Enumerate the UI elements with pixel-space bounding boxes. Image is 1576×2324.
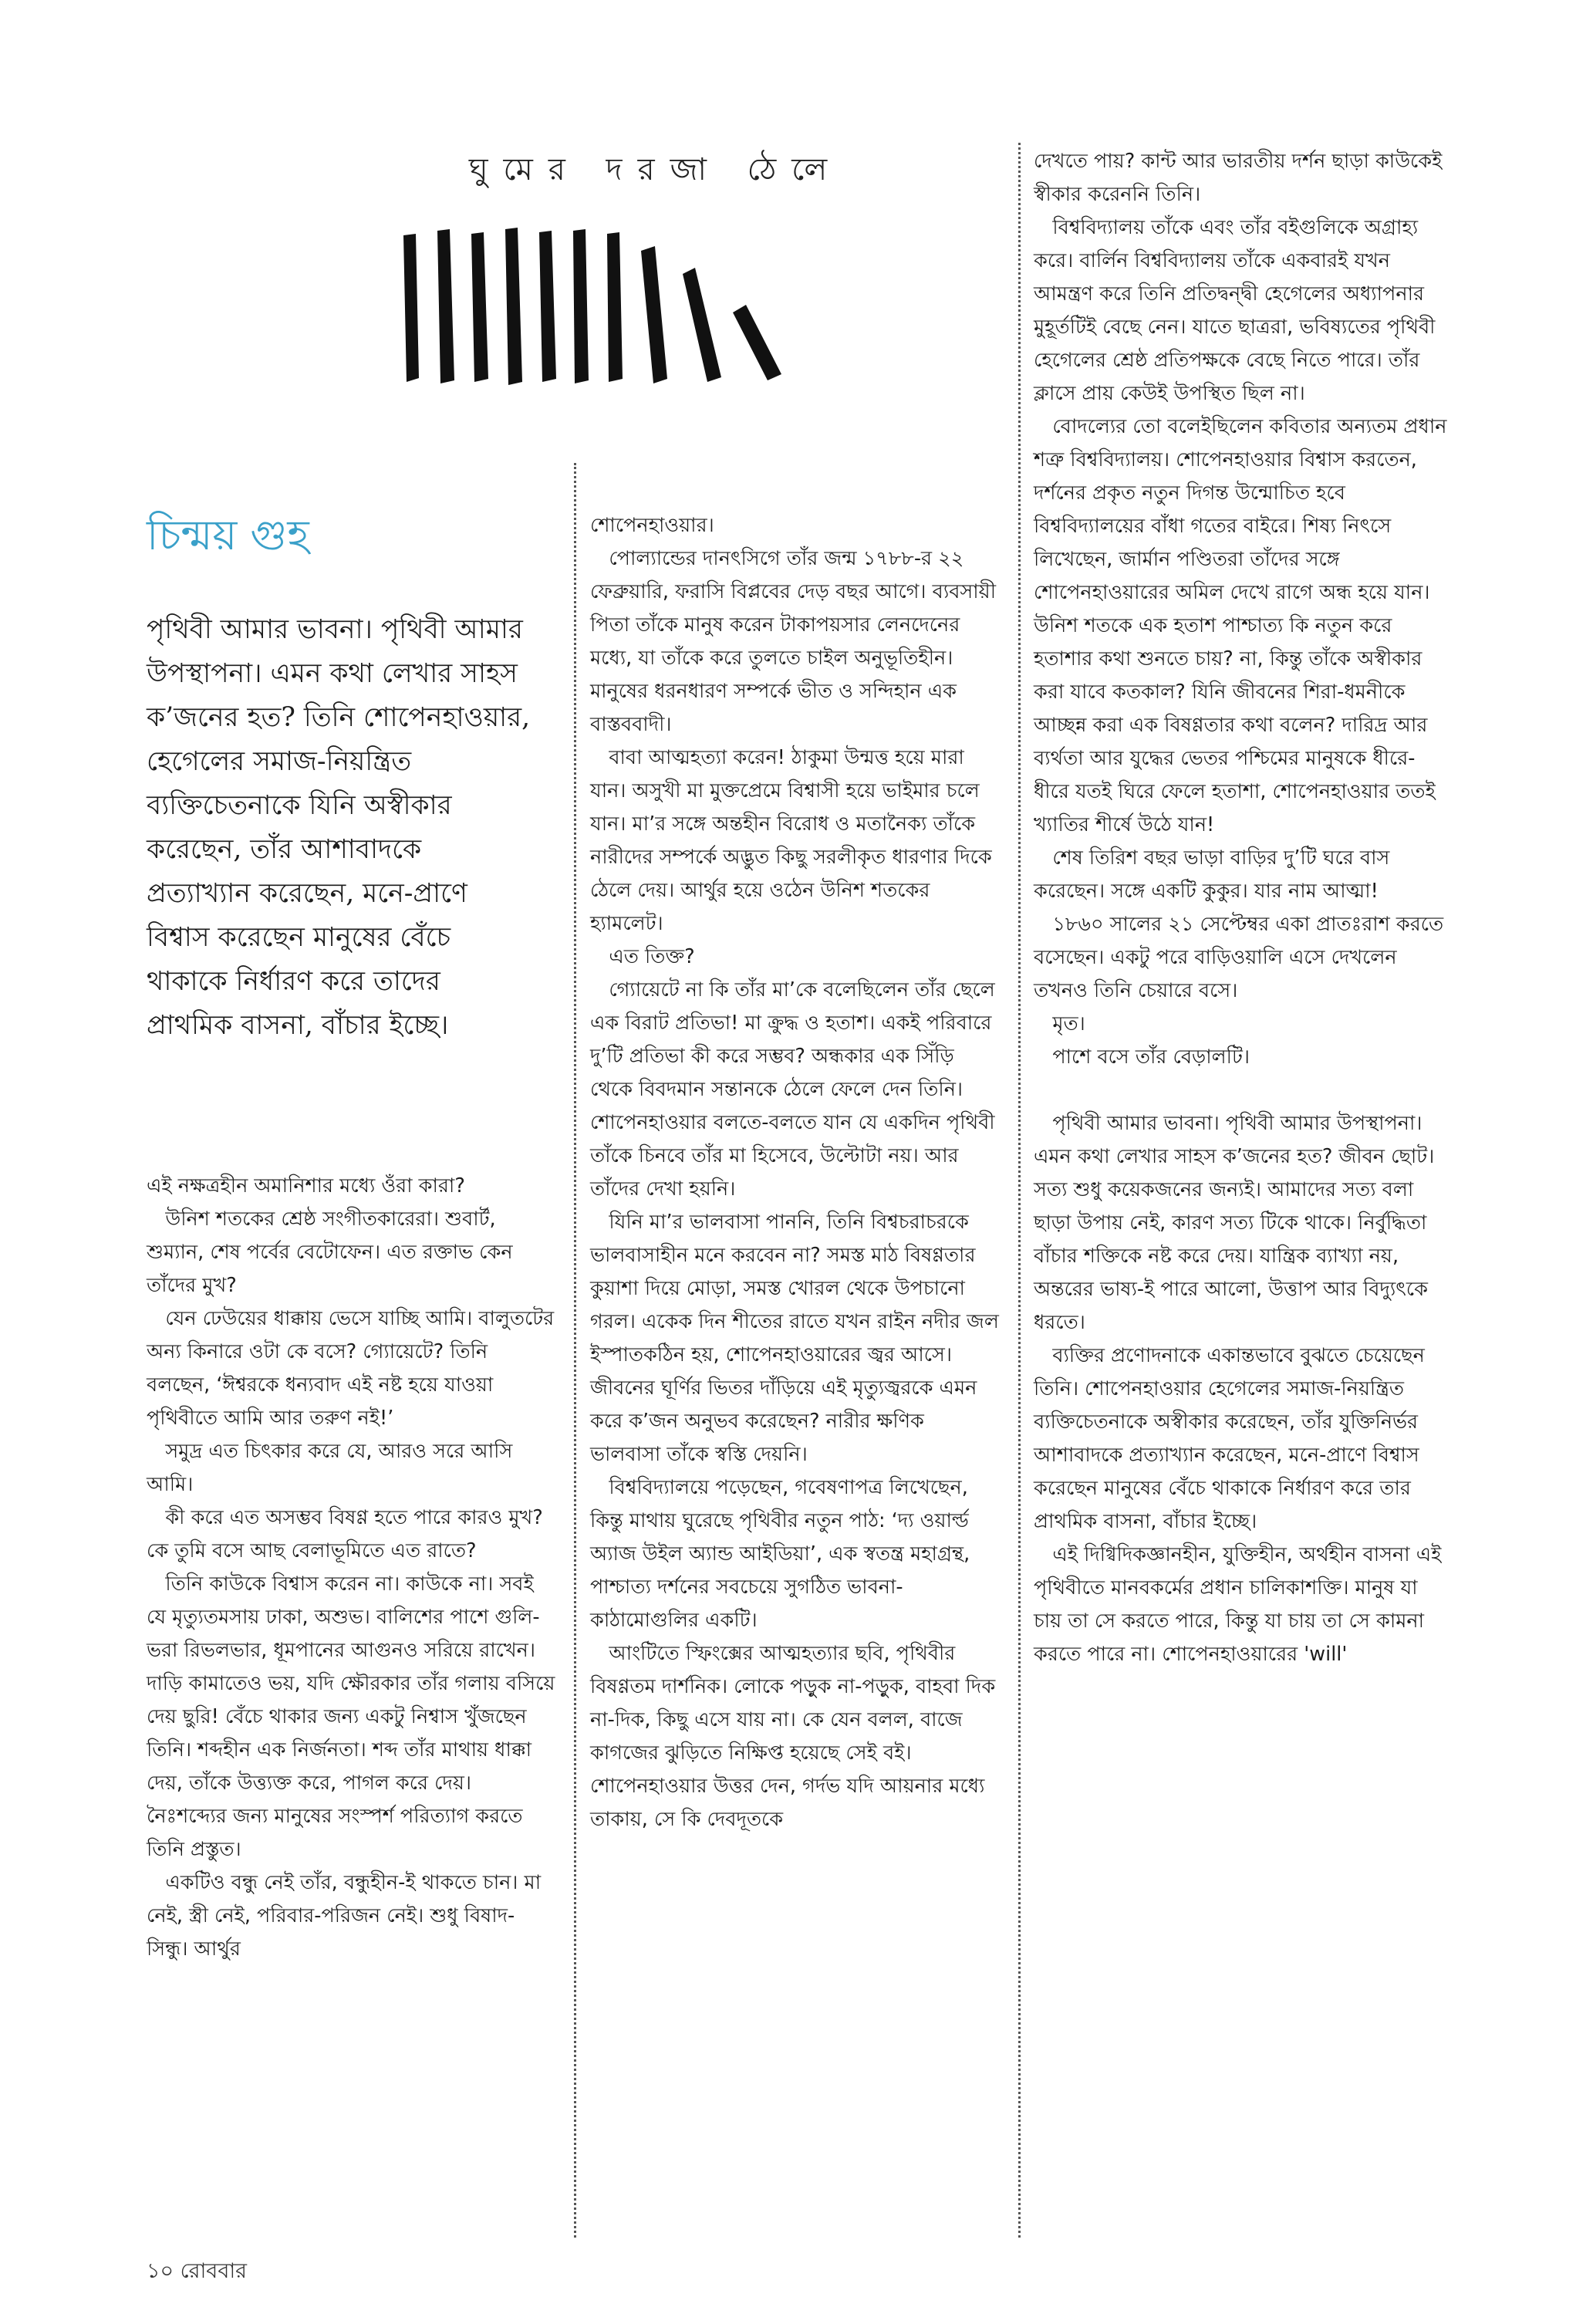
section-title: ঘুমের দরজা ঠেলে xyxy=(468,152,843,187)
column-divider xyxy=(574,463,576,2238)
article-column-2: শোপেনহাওয়ার। পোল্যান্ডের দানৎসিগে তাঁর জন্ম ১৭৮৮-র ২২ ফেব্রুয়ারি, ফরাসি বিপ্লবের দেড় বছর আগে। ব্যবসায়ী পিতা তাঁকে মানুষ করেন টাকাপয়সার লেনদেনের মধ্যে, যা তাঁকে করে তুলতে চাইল অনুভূতিহীন। মানুষের ধরনধারণ সম্পর্কে ভীত ও সন্দিহান এক বাস্তববাদী। বাবা আত্মহত্যা করেন! ঠাকুমা উন্মত্ত হয়ে মারা যান। অসুখী মা মুক্তপ্রেমে বিশ্বাসী হয়ে ভাইমার চলে যান। মা’র সঙ্গে অন্তহীন বিরোধ ও মতানৈক্য তাঁকে নারীদের সম্পর্কে অদ্ভুত কিছু সরলীকৃত ধারণার দিকে ঠেলে দেয়। আর্থুর হয়ে ওঠেন উনিশ শতকের হ্যামলেট। এত তিক্ত? গ্যোয়েটে না কি তাঁর মা’কে বলেছিলেন তাঁর ছেলে এক বিরাট প্রতিভা! মা ক্রুদ্ধ ও হতাশ। একই পরিবারে দু’টি প্রতিভা কী করে সম্ভব? অন্ধকার এক সিঁড়ি থেকে বিবদমান সন্তানকে ঠেলে ফেলে দেন তিনি। শোপেনহাওয়ার বলতে-বলতে যান যে একদিন পৃথিবী তাঁকে চিনবে তাঁর মা হিসেবে, উল্টোটা নয়। আর তাঁদের দেখা হয়নি। যিনি মা’র ভালবাসা পাননি, তিনি বিশ্বচরাচরকে ভালবাসাহীন মনে করবেন না? সমস্ত মাঠ বিষণ্ণতার কুয়াশা দিয়ে মোড়া, সমস্ত খোরল থেকে উপচানো গরল। একেক দিন শীতের রাতে যখন রাইন নদীর জল ইস্পাতকঠিন হয়, শোপেনহাওয়ারের জ্বর আসে। জীবনের ঘূর্ণির ভিতর দাঁড়িয়ে এই মৃত্যুজ্বরকে এমন করে ক’জন অনুভব করেছেন? নারীর ক্ষণিক ভালবাসা তাঁকে স্বস্তি দেয়নি। বিশ্ববিদ্যালয়ে পড়েছেন, গবেষণাপত্র লিখেছেন, কিন্তু মাথায় ঘুরেছে পৃথিবীর নতুন পাঠ: ‘দ্য ওয়ার্ল্ড অ্যাজ উইল অ্যান্ড আইডিয়া’, এক স্বতন্ত্র মহাগ্রন্থ, পাশ্চাত্য দর্শনের সবচেয়ে সুগঠিত ভাবনা-কাঠামোগুলির একটি। আংটিতে স্ফিংক্সের আত্মহত্যার ছবি, পৃথিবীর বিষণ্ণতম দার্শনিক। লোকে পড়ুক না-পড়ুক, বাহবা দিক না-দিক, কিছু এসে যায় না। কে যেন বলল, বাজে কাগজের ঝুড়িতে নিক্ষিপ্ত হয়েছে সেই বই। শোপেনহাওয়ার উত্তর দেন, গর্দভ যদি আয়নার মধ্যে তাকায়, সে কি দেবদূতকে xyxy=(590,514,999,1831)
brush-stroke-bars-logo xyxy=(390,220,791,394)
author-name: চিন্ময় গুহ xyxy=(147,511,309,559)
article-column-1: এই নক্ষত্রহীন অমানিশার মধ্যে ওঁরা কারা? উনিশ শতকের শ্রেষ্ঠ সংগীতকারেরা। শুবার্ট, শুম্যান, শেষ পর্বের বেটোফেন। এত রক্তাভ কেন তাঁদের মুখ? যেন ঢেউয়ের ধাক্কায় ভেসে যাচ্ছি আমি। বালুতটের অন্য কিনারে ওটা কে বসে? গ্যোয়েটে? তিনি বলছেন, ‘ঈশ্বরকে ধন্যবাদ এই নষ্ট হয়ে যাওয়া পৃথিবীতে আমি আর তরুণ নই!’ সমুদ্র এত চিৎকার করে যে, আরও সরে আসি আমি। কী করে এত অসম্ভব বিষণ্ণ হতে পারে কারও মুখ? কে তুমি বসে আছ বেলাভূমিতে এত রাতে? তিনি কাউকে বিশ্বাস করেন না। কাউকে না। সবই যে মৃত্যুতমসায় ঢাকা, অশুভ। বালিশের পাশে গুলি-ভরা রিভলভার, ধূমপানের আগুনও সরিয়ে রাখেন। দাড়ি কামাতেও ভয়, যদি ক্ষৌরকার তাঁর গলায় বসিয়ে দেয় ছুরি! বেঁচে থাকার জন্য একটু নিশ্বাস খুঁজছেন তিনি। শব্দহীন এক নির্জনতা। শব্দ তাঁর মাথায় ধাক্কা দেয়, তাঁকে উত্ত্যক্ত করে, পাগল করে দেয়। নৈঃশব্দ্যের জন্য মানুষের সংস্পর্শ পরিত্যাগ করতে তিনি প্রস্তুত। একটিও বন্ধু নেই তাঁর, বন্ধুহীন-ই থাকতে চান। মা নেই, স্ত্রী নেই, পরিবার-পরিজন নেই। শুধু বিষাদ-সিন্ধু। আর্থুর xyxy=(147,1174,555,1961)
column-divider xyxy=(1018,143,1021,2238)
pull-quote: পৃথিবী আমার ভাবনা। পৃথিবী আমার উপস্থাপনা। এমন কথা লেখার সাহস ক’জনের হত? তিনি শোপেনহাওয়ার, হেগেলের সমাজ-নিয়ন্ত্রিত ব্যক্তিচেতনাকে যিনি অস্বীকার করেছেন, তাঁর আশাবাদকে প্রত্যাখ্যান করেছেন, মনে-প্রাণে বিশ্বাস করেছেন মানুষের বেঁচে থাকাকে নির্ধারণ করে তাদের প্রাথমিক বাসনা, বাঁচার ইচ্ছে। xyxy=(147,614,531,1041)
page-footer: ১০ রোববার xyxy=(147,2259,248,2283)
article-column-3: দেখতে পায়? কান্ট আর ভারতীয় দর্শন ছাড়া কাউকেই স্বীকার করেননি তিনি। বিশ্ববিদ্যালয় তাঁকে এবং তাঁর বইগুলিকে অগ্রাহ্য করে। বার্লিন বিশ্ববিদ্যালয় তাঁকে একবারই যখন আমন্ত্রণ করে তিনি প্রতিদ্বন্দ্বী হেগেলের অধ্যাপনার মুহূর্তটিই বেছে নেন। যাতে ছাত্ররা, ভবিষ্যতের পৃথিবী হেগেলের শ্রেষ্ঠ প্রতিপক্ষকে বেছে নিতে পারে। তাঁর ক্লাসে প্রায় কেউই উপস্থিত ছিল না। বোদল্যের তো বলেইছিলেন কবিতার অন্যতম প্রধান শত্রু বিশ্ববিদ্যালয়। শোপেনহাওয়ার বিশ্বাস করতেন, দর্শনের প্রকৃত নতুন দিগন্ত উন্মোচিত হবে বিশ্ববিদ্যালয়ের বাঁধা গতের বাইরে। শিষ্য নিৎসে লিখেছেন, জার্মান পণ্ডিতরা তাঁদের সঙ্গে শোপেনহাওয়ারের অমিল দেখে রাগে অন্ধ হয়ে যান। উনিশ শতকে এক হতাশ পাশ্চাত্য কি নতুন করে হতাশার কথা শুনতে চায়? না, কিন্তু তাঁকে অস্বীকার করা যাবে কতকাল? যিনি জীবনের শিরা-ধমনীকে আচ্ছন্ন করা এক বিষণ্ণতার কথা বলেন? দারিদ্র আর ব্যর্থতা আর যুদ্ধের ভেতর পশ্চিমের মানুষকে ধীরে-ধীরে যতই ঘিরে ফেলে হতাশা, শোপেনহাওয়ার ততই খ্যাতির শীর্ষে উঠে যান! শেষ তিরিশ বছর ভাড়া বাড়ির দু’টি ঘরে বাস করেছেন। সঙ্গে একটি কুকুর। যার নাম আত্মা! ১৮৬০ সালের ২১ সেপ্টেম্বর একা প্রাতঃরাশ করতে বসেছেন। একটু পরে বাড়িওয়ালি এসে দেখলেন তখনও তিনি চেয়ারে বসে। মৃত। পাশে বসে তাঁর বেড়ালটি। পৃথিবী আমার ভাবনা। পৃথিবী আমার উপস্থাপনা। এমন কথা লেখার সাহস ক’জনের হত? জীবন ছোট। সত্য শুধু কয়েকজনের জন্যই। আমাদের সত্য বলা ছাড়া উপায় নেই, কারণ সত্য টিকে থাকে। নির্বুদ্ধিতা বাঁচার শক্তিকে নষ্ট করে দেয়। যান্ত্রিক ব্যাখ্যা নয়, অন্তরের ভাষ্য-ই পারে আলো, উত্তাপ আর বিদ্যুৎকে ধরতে। ব্যক্তির প্রণোদনাকে একান্তভাবে বুঝতে চেয়েছেন তিনি। শোপেনহাওয়ার হেগেলের সমাজ-নিয়ন্ত্রিত ব্যক্তিচেতনাকে অস্বীকার করেছেন, তাঁর যুক্তিনির্ভর আশাবাদকে প্রত্যাখ্যান করেছেন, মনে-প্রাণে বিশ্বাস করেছেন মানুষের বেঁচে থাকাকে নির্ধারণ করে তার প্রাথমিক বাসনা, বাঁচার ইচ্ছে। এই দিগ্বিদিকজ্ঞানহীন, যুক্তিহীন, অর্থহীন বাসনা এই পৃথিবীতে মানবকর্মের প্রধান চালিকাশক্তি। মানুষ যা চায় তা সে করতে পারে, কিন্তু যা চায় তা সে কামনা করতে পারে না। শোপেনহাওয়ারের 'will' xyxy=(1034,150,1447,1666)
